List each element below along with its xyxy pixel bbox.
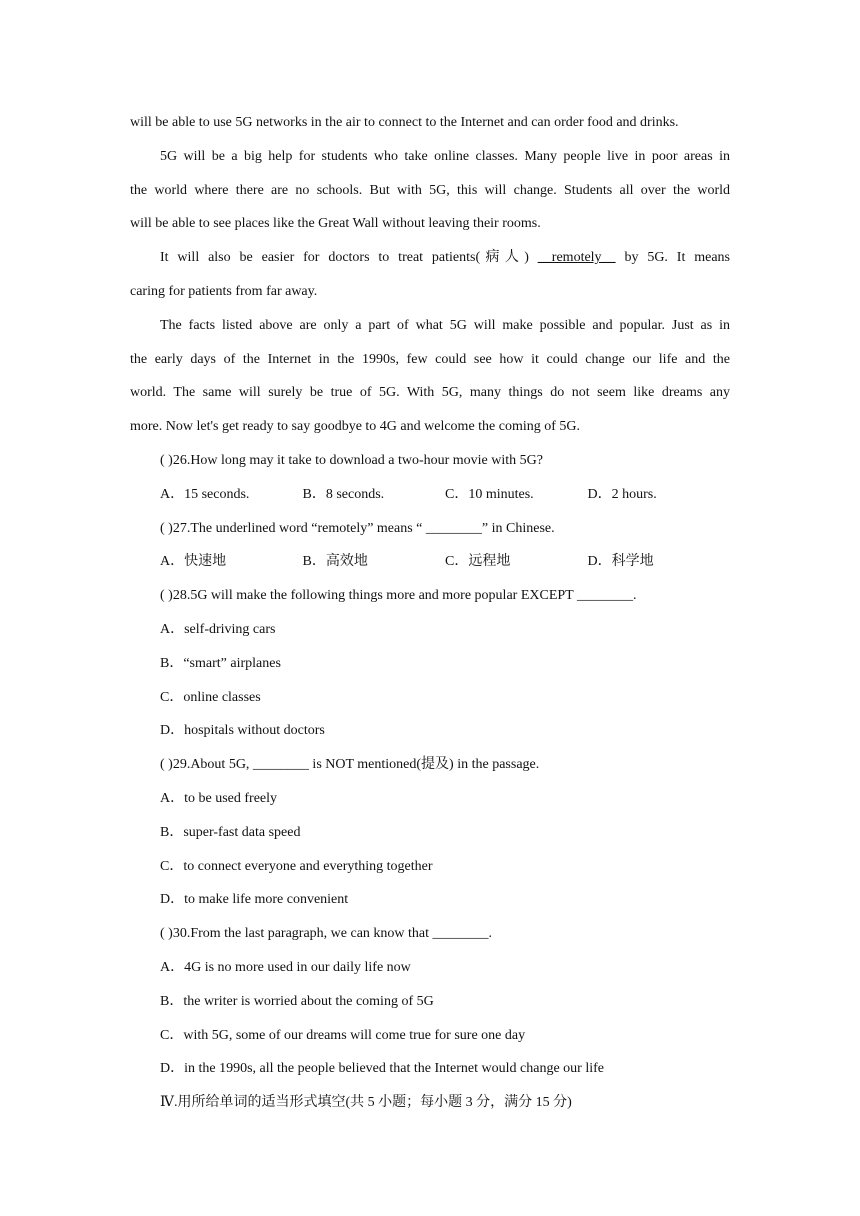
option-d: D．to make life more convenient — [160, 892, 349, 908]
option-c: C．online classes — [160, 689, 261, 705]
passage-line: caring for patients from far away. — [130, 283, 318, 299]
option-b: B．“smart” airplanes — [160, 655, 281, 671]
option-a: A．to be used freely — [160, 790, 278, 806]
passage-line: the world where there are no schools. But with 5G, this will change. Students all over the world — [130, 182, 730, 198]
option-c: C．with 5G, some of our dreams will come true for sure one day — [160, 1027, 526, 1043]
passage-line: will be able to see places like the Great Wall without leaving their rooms. — [130, 216, 541, 232]
option-b: B．the writer is worried about the coming of 5G — [160, 993, 434, 1009]
passage-line-remotely — [130, 241, 730, 275]
passage-line: more. Now let's get ready to say goodbye to 4G and welcome the coming of 5G. — [130, 419, 581, 435]
option-a: A．15 seconds. — [160, 486, 250, 502]
document-page — [130, 106, 730, 1120]
passage-line: The facts listed above are only a part of what 5G will make possible and popular. Just as in — [160, 317, 730, 333]
option-a: A．self-driving cars — [160, 621, 276, 637]
option-c: C．10 minutes. — [445, 486, 534, 502]
option-d: D．hospitals without doctors — [160, 723, 325, 739]
option-a: A．快速地 — [160, 554, 227, 570]
passage-line: the early days of the Internet in the 1990s, few could see how it could change our life and the — [130, 351, 730, 367]
question-29-stem: ( )29.About 5G, ________ is NOT mentioned(提及) in the passage. — [160, 757, 540, 773]
underlined-word: __remotely__ — [537, 250, 616, 266]
option-a: A．4G is no more used in our daily life now — [160, 959, 411, 975]
option-d: D．科学地 — [587, 554, 654, 570]
question-27-options — [130, 545, 730, 579]
section-heading: Ⅳ.用所给单词的适当形式填空(共 5 小题；每小题 3 分，满分 15 分) — [160, 1095, 572, 1111]
passage-line: will be able to use 5G networks in the air to connect to the Internet and can order food and drinks. — [130, 115, 679, 130]
option-c: C．远程地 — [445, 554, 511, 570]
option-d: D．in the 1990s, all the people believed that the Internet would change our life — [160, 1061, 604, 1077]
question-30-stem: ( )30.From the last paragraph, we can know that ________. — [160, 926, 493, 942]
option-b: B．super-fast data speed — [160, 824, 301, 840]
option-d: D．2 hours. — [587, 486, 657, 502]
passage-text: by 5G. It means — [615, 250, 730, 266]
option-b: B．高效地 — [302, 554, 368, 570]
question-28-stem: ( )28.5G will make the following things more and more popular EXCEPT ________. — [160, 588, 637, 604]
option-c: C．to connect everyone and everything together — [160, 858, 433, 874]
option-b: B．8 seconds. — [302, 486, 385, 502]
question-26-stem: ( )26.How long may it take to download a two-hour movie with 5G? — [160, 452, 543, 468]
passage-line: 5G will be a big help for students who take online classes. Many people live in poor areas in — [160, 148, 730, 164]
question-27-stem: ( )27.The underlined word “remotely” means “ ________” in Chinese. — [160, 520, 555, 536]
passage-text: It will also be easier for doctors to treat patients(病人) — [160, 250, 538, 266]
passage-line: world. The same will surely be true of 5G. With 5G, many things do not seem like dreams any — [130, 385, 730, 401]
question-26-options — [130, 478, 730, 512]
